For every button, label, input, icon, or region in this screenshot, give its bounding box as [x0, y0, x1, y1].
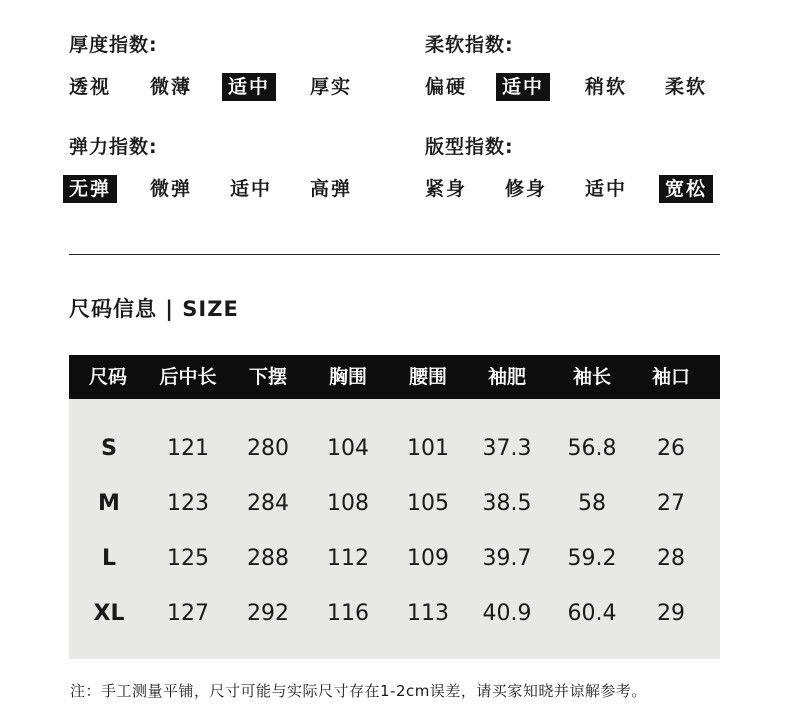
table-cell: 39.7 — [482, 546, 532, 571]
table-cell: 58 — [578, 491, 606, 516]
table-cell: 105 — [407, 491, 449, 516]
table-cell: 112 — [327, 546, 369, 571]
header-cell: 袖肥 — [487, 366, 526, 388]
table-cell: 121 — [167, 436, 209, 461]
fit-option: 适中 — [585, 178, 628, 200]
table-row — [69, 489, 720, 519]
table-cell: 280 — [247, 436, 289, 461]
table-cell: 116 — [327, 601, 369, 626]
table-cell: 109 — [407, 546, 449, 571]
table-cell: 60.4 — [567, 601, 617, 626]
table-cell: 26 — [657, 436, 685, 461]
table-cell: 288 — [247, 546, 289, 571]
size-table-body — [69, 399, 720, 659]
header-cell: 袖长 — [572, 366, 611, 388]
thickness-option: 微薄 — [150, 76, 193, 98]
thickness-index — [69, 30, 389, 103]
header-cell: 下摆 — [248, 366, 287, 388]
thickness-option-selected: 适中 — [222, 73, 276, 101]
thickness-options — [69, 73, 389, 103]
elasticity-options — [69, 175, 389, 205]
table-cell: 108 — [327, 491, 369, 516]
fit-option: 修身 — [505, 178, 548, 200]
softness-option: 偏硬 — [425, 76, 468, 98]
header-cell: 袖口 — [651, 366, 690, 388]
softness-option: 柔软 — [665, 76, 708, 98]
table-cell: 104 — [327, 436, 369, 461]
elasticity-option: 高弹 — [310, 178, 353, 200]
elasticity-option: 适中 — [230, 178, 273, 200]
softness-title: 柔软指数: — [425, 34, 514, 56]
table-cell: 113 — [407, 601, 449, 626]
table-cell: 127 — [167, 601, 209, 626]
table-cell: 56.8 — [567, 436, 617, 461]
measurement-note: 注：手工测量平铺，尺寸可能与实际尺寸存在1-2cm误差，请买家知晓并谅解参考。 — [70, 682, 647, 700]
header-cell: 腰围 — [408, 366, 447, 388]
table-cell-size: M — [98, 491, 120, 516]
header-cell: 胸围 — [328, 366, 367, 388]
softness-options — [425, 73, 745, 103]
thickness-option: 透视 — [69, 76, 112, 98]
section-divider — [69, 254, 720, 255]
table-row — [69, 599, 720, 629]
size-table-header — [69, 355, 720, 399]
table-cell: 292 — [247, 601, 289, 626]
table-cell: 29 — [657, 601, 685, 626]
table-row — [69, 544, 720, 574]
fit-options — [425, 175, 745, 205]
table-cell: 40.9 — [482, 601, 532, 626]
table-cell: 101 — [407, 436, 449, 461]
table-cell: 28 — [657, 546, 685, 571]
table-cell: 125 — [167, 546, 209, 571]
softness-index — [425, 30, 745, 103]
elasticity-title: 弹力指数: — [69, 136, 158, 158]
softness-option: 稍软 — [585, 76, 628, 98]
elasticity-index — [69, 132, 389, 205]
table-cell: 284 — [247, 491, 289, 516]
header-cell: 后中长 — [159, 366, 217, 388]
table-cell: 37.3 — [482, 436, 532, 461]
fit-option: 紧身 — [425, 178, 468, 200]
table-cell: 27 — [657, 491, 685, 516]
table-cell-size: L — [101, 546, 117, 571]
table-cell: 123 — [167, 491, 209, 516]
softness-option-selected: 适中 — [496, 73, 550, 101]
header-cell: 尺码 — [88, 366, 127, 388]
elasticity-option: 微弹 — [150, 178, 193, 200]
table-row — [69, 434, 720, 464]
table-cell: 38.5 — [482, 491, 532, 516]
fit-title: 版型指数: — [425, 136, 514, 158]
thickness-option: 厚实 — [310, 76, 353, 98]
fit-option-selected: 宽松 — [659, 175, 713, 203]
fit-index — [425, 132, 745, 205]
thickness-title: 厚度指数: — [69, 34, 158, 56]
table-cell-size: XL — [93, 601, 125, 626]
table-cell: 59.2 — [567, 546, 617, 571]
size-section-heading: 尺码信息 | SIZE — [69, 297, 239, 321]
table-cell-size: S — [101, 436, 117, 461]
elasticity-option-selected: 无弹 — [63, 175, 117, 203]
